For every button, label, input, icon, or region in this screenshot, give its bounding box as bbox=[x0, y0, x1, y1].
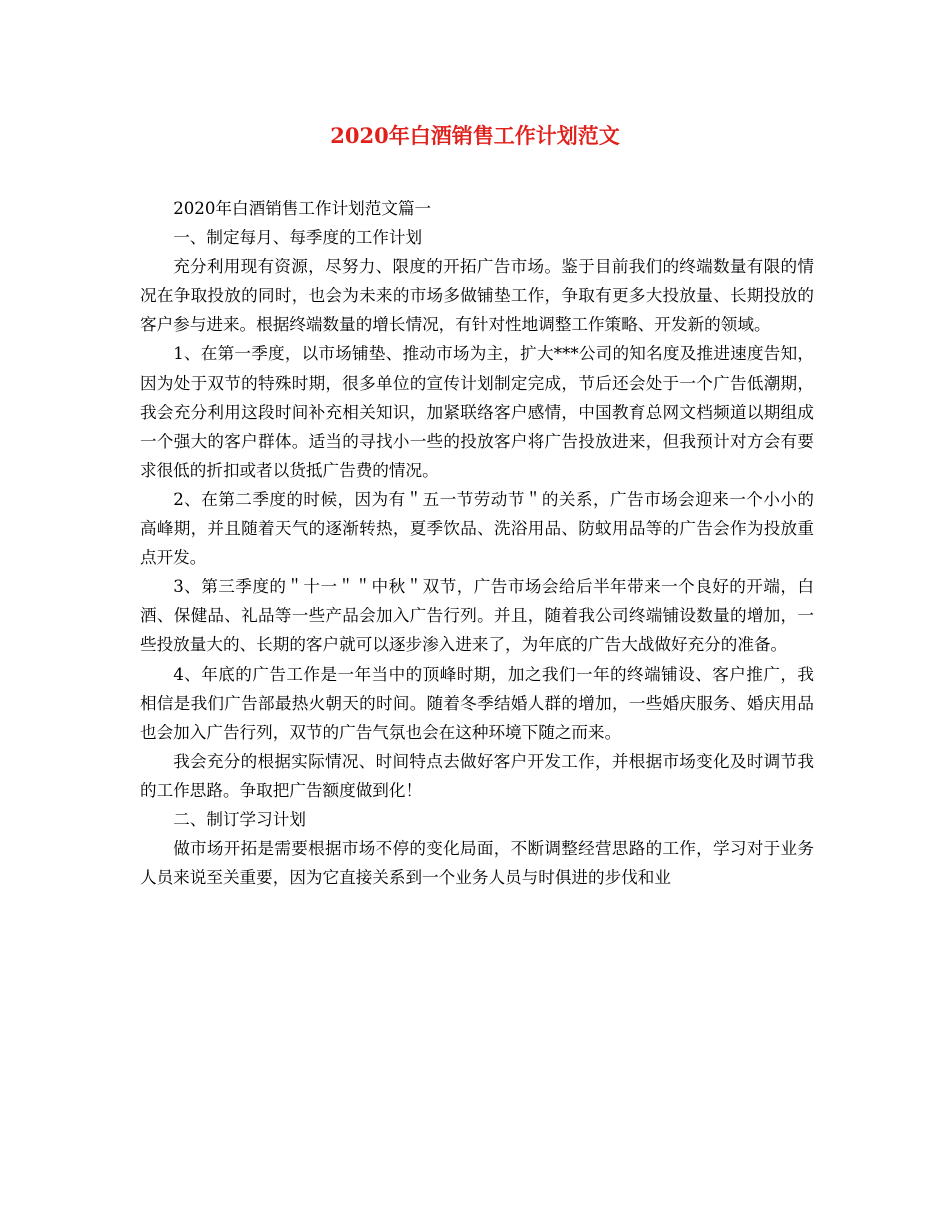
section-heading: 一、制定每月、每季度的工作计划 bbox=[173, 228, 423, 248]
body-paragraph: 4、年底的广告工作是一年当中的顶峰时期，加之我们一年的终端铺设、客户推广，我相信是我们广告部最热火朝天的时间。随着冬季结婚人群的增加，一些婚庆服务、婚庆用品也会加入广告行列，双节的广告气氛也会在这种环境下随之而来。 bbox=[140, 664, 814, 742]
body-paragraph: 我会充分的根据实际情况、时间特点去做好客户开发工作，并根据市场变化及时调节我的工作思路。争取把广告额度做到化！ bbox=[140, 751, 814, 800]
body-paragraph: 做市场开拓是需要根据市场不停的变化局面，不断调整经营思路的工作，学习对于业务人员来说至关重要，因为它直接关系到一个业务人员与时俱进的步伐和业 bbox=[140, 839, 814, 888]
body-paragraph: 充分利用现有资源，尽努力、限度的开拓广告市场。鉴于目前我们的终端数量有限的情况在争取投放的同时，也会为未来的市场多做铺垫工作，争取有更多大投放量、长期投放的客户参与进来。根据终端数量的增长情况，有针对性地调整工作策略、开发新的领域。 bbox=[140, 257, 814, 335]
body-paragraph: 2、在第二季度的时候，因为有＂五一节劳动节＂的关系，广告市场会迎来一个小小的高峰期，并且随着天气的逐渐转热，夏季饮品、洗浴用品、防蚊用品等的广告会作为投放重点开发。 bbox=[140, 489, 814, 568]
document-body bbox=[140, 194, 814, 892]
page-title: 2020年白酒销售工作计划范文 bbox=[330, 123, 620, 148]
body-paragraph: 3、第三季度的＂十一＂＂中秋＂双节，广告市场会给后半年带来一个良好的开端，白酒、保健品、礼品等一些产品会加入广告行列。并且，随着我公司终端铺设数量的增加，一些投放量大的、长期的客户就可以逐步渗入进来了，为年底的广告大战做好充分的准备。 bbox=[140, 577, 814, 655]
section-heading: 二、制订学习计划 bbox=[173, 809, 306, 829]
article-subtitle: 2020年白酒销售工作计划范文篇一 bbox=[173, 199, 432, 218]
body-paragraph: 1、在第一季度，以市场铺垫、推动市场为主，扩大***公司的知名度及推进速度告知，因为处于双节的特殊时期，很多单位的宣传计划制定完成，节后还会处于一个广告低潮期，我会充分利用这段时间补充相关知识，加紧联络客户感情，中国教育总网文档频道以期组成一个强大的客户群体。适当的寻找小一些的投放客户将广告投放进来，但我预计对方会有要求很低的折扣或者以货抵广告费的情况。 bbox=[140, 344, 814, 480]
